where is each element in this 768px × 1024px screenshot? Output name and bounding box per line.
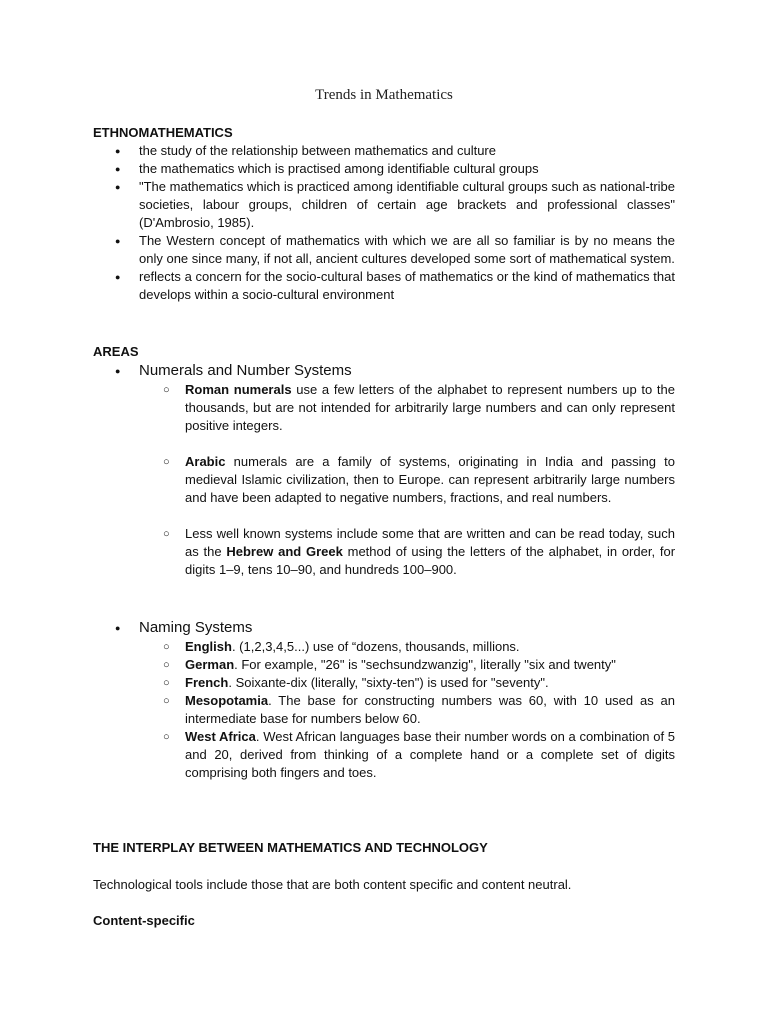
list-item: ● "The mathematics which is practiced among identifiable cultural groups such as national-tribe societies, labour groups, children of certain age brackets and professional classes" (D'Ambrosio, 1985). <box>93 178 675 232</box>
naming-list <box>93 618 675 782</box>
list-item: ○ Arabic numerals are a family of systems, originating in India and passing to medieval Islamic civilization, then to Europe. can represent arbitrarily large numbers and have been adapted to negative numbers, fractions, and real numbers. <box>139 453 675 507</box>
list-item: ○ Roman numerals use a few letters of the alphabet to represent numbers up to the thousands, but are not intended for arbitrarily large numbers and can only represent positive integers. <box>139 381 675 435</box>
list-item: ● the study of the relationship between mathematics and culture <box>93 142 675 160</box>
list-item: ○ French. Soixante-dix (literally, "sixty-ten") is used for "seventy". <box>139 674 675 692</box>
area-numerals <box>93 361 675 579</box>
ethnomathematics-heading: ETHNOMATHEMATICS <box>93 125 233 140</box>
interplay-paragraph: Technological tools include those that are both content specific and content neutral. <box>93 877 572 892</box>
areas-heading: AREAS <box>93 344 139 359</box>
areas-list <box>93 361 675 579</box>
numerals-sublist <box>139 381 675 579</box>
naming-sublist <box>139 638 675 782</box>
list-item: ○ English. (1,2,3,4,5...) use of “dozens, thousands, millions. <box>139 638 675 656</box>
list-item: ● the mathematics which is practised among identifiable cultural groups <box>93 160 675 178</box>
content-specific-heading: Content-specific <box>93 913 195 928</box>
area-naming-label: Naming Systems <box>139 619 253 636</box>
area-numerals-label: Numerals and Number Systems <box>139 362 352 379</box>
list-item: ● reflects a concern for the socio-cultural bases of mathematics or the kind of mathematics that develops within a socio-cultural environment <box>93 268 675 304</box>
list-item: ○ German. For example, "26" is "sechsundzwanzig", literally "six and twenty" <box>139 656 675 674</box>
list-item: ○ West Africa. West African languages base their number words on a combination of 5 and 20, derived from thinking of a complete hand or a complete set of digits comprising both fingers and toes. <box>139 728 675 782</box>
area-naming <box>93 618 675 782</box>
document-title: Trends in Mathematics <box>315 87 453 103</box>
list-item: ● The Western concept of mathematics with which we are all so familiar is by no means the only one since many, if not all, ancient cultures developed some sort of mathematical system. <box>93 232 675 268</box>
list-item: ○ Mesopotamia. The base for constructing numbers was 60, with 10 used as an intermediate base for numbers below 60. <box>139 692 675 728</box>
interplay-heading: THE INTERPLAY BETWEEN MATHEMATICS AND TECHNOLOGY <box>93 840 488 855</box>
ethnomathematics-list <box>93 142 675 304</box>
list-item: ○ Less well known systems include some that are written and can be read today, such as the Hebrew and Greek method of using the letters of the alphabet, in order, for digits 1–9, tens 10–90, and hundreds 100–900. <box>139 525 675 579</box>
